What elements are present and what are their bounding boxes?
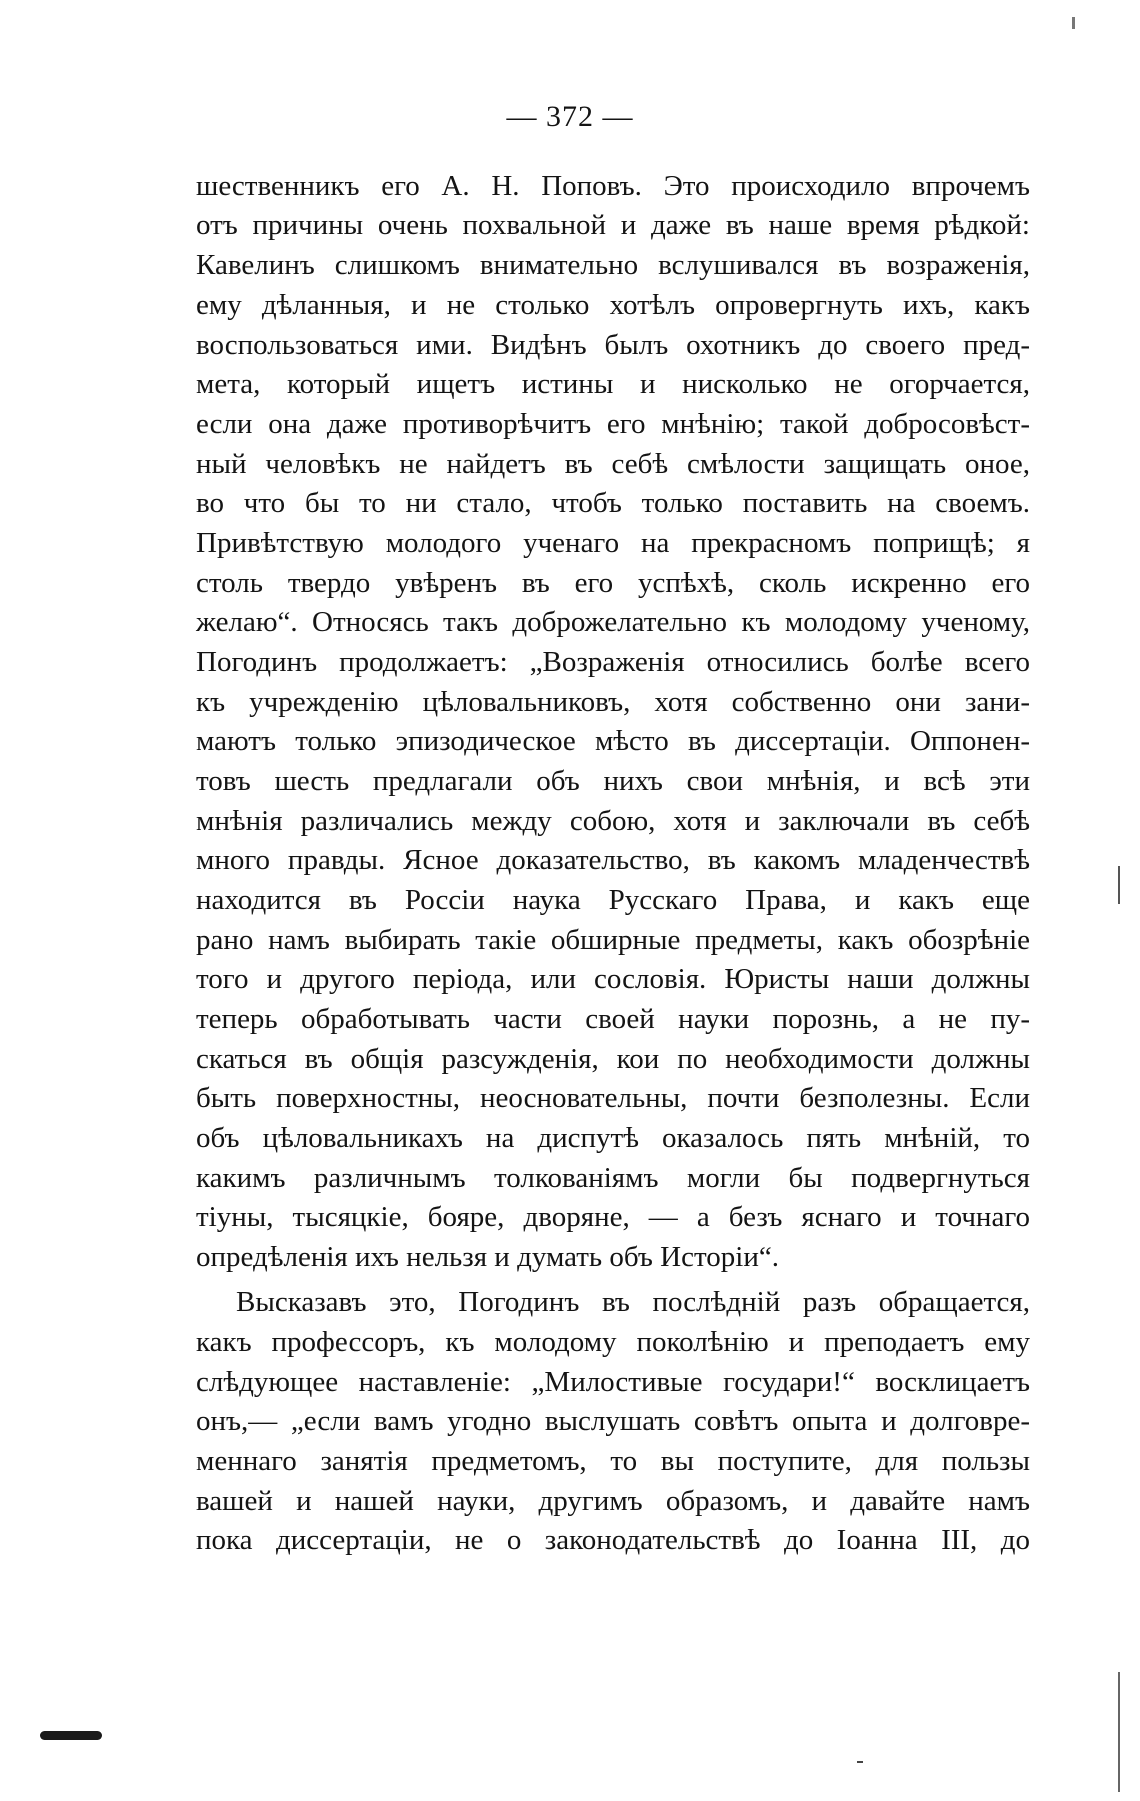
text-line: Кавелинъ слишкомъ внимательно вслушивался въ возраженія, (196, 249, 1030, 281)
text-line: какимъ различнымъ толкованіямъ могли бы подвергнуться (196, 1162, 1030, 1194)
text-line: если она даже противорѣчитъ его мнѣнію; такой добросовѣст- (196, 408, 1030, 440)
text-line: теперь обработывать части своей науки порознь, а не пу- (196, 1003, 1030, 1035)
text-line: столь твердо увѣренъ въ его успѣхѣ, сколь искренно его (196, 567, 1030, 599)
scan-artifact-mark (40, 1731, 102, 1740)
scan-artifact-mark (1118, 1672, 1120, 1792)
text-line: мета, который ищетъ истины и нисколько не огорчается, (196, 368, 1030, 400)
text-line: меннаго занятія предметомъ, то вы поступите, для пользы (196, 1445, 1030, 1477)
text-line: рано намъ выбирать такіе обширные предметы, какъ обозрѣніе (196, 924, 1030, 956)
text-line: быть поверхностны, неосновательны, почти безполезны. Если (196, 1082, 1030, 1114)
text-line: находится въ Россіи наука Русскаго Права, и какъ еще (196, 884, 1030, 916)
text-line: товъ шесть предлагали объ нихъ свои мнѣнія, и всѣ эти (196, 765, 1030, 797)
text-line: Погодинъ продолжаетъ: „Возраженія относились болѣе всего (196, 646, 1030, 678)
text-line: объ цѣловальникахъ на диспутѣ оказалось пять мнѣній, то (196, 1122, 1030, 1154)
text-line: того и другого періода, или сословія. Юристы наши должны (196, 963, 1030, 995)
text-line: пока диссертаціи, не о законодательствѣ до Іоанна III, до (196, 1524, 1030, 1556)
text-line: къ учрежденію цѣловальниковъ, хотя собственно они зани- (196, 686, 1030, 718)
text-line: Привѣтствую молодого ученаго на прекрасномъ поприщѣ; я (196, 527, 1030, 559)
text-line: онъ,— „если вамъ угодно выслушать совѣтъ опыта и долговре- (196, 1405, 1030, 1437)
text-line: какъ профессоръ, къ молодому поколѣнію и преподаетъ ему (196, 1326, 1030, 1358)
text-line: Высказавъ это, Погодинъ въ послѣдній разъ обращается, (236, 1286, 1030, 1318)
text-line: скаться въ общія разсужденія, кои по необходимости должны (196, 1043, 1030, 1075)
text-line: маютъ только эпизодическое мѣсто въ диссертаціи. Оппонен- (196, 725, 1030, 757)
text-line: тіуны, тысяцкіе, бояре, дворяне, — а безъ яснаго и точнаго (196, 1201, 1030, 1233)
text-line: шественникъ его А. Н. Поповъ. Это происходило впрочемъ (196, 170, 1030, 202)
text-line: отъ причины очень похвальной и даже въ наше время рѣдкой: (196, 209, 1030, 241)
text-line: мнѣнія различались между собою, хотя и заключали въ себѣ (196, 805, 1030, 837)
text-line: опредѣленія ихъ нельзя и думать объ Исторіи“. (196, 1241, 779, 1273)
text-line: желаю“. Относясь такъ доброжелательно къ молодому ученому, (196, 606, 1030, 638)
scan-artifact-mark (1118, 866, 1120, 904)
scan-artifact-mark (1072, 17, 1075, 29)
text-line: ный человѣкъ не найдетъ въ себѣ смѣлости защищать оное, (196, 448, 1030, 480)
text-line: ему дѣланныя, и не столько хотѣлъ опровергнуть ихъ, какъ (196, 289, 1030, 321)
text-line: слѣдующее наставленіе: „Милостивые государи!“ восклицаетъ (196, 1366, 1030, 1398)
text-line: воспользоваться ими. Видѣнъ былъ охотникъ до своего пред- (196, 329, 1030, 361)
scan-artifact-mark (857, 1761, 863, 1763)
text-line: во что бы то ни стало, чтобъ только поставить на своемъ. (196, 487, 1030, 519)
text-line: много правды. Ясное доказательство, въ какомъ младенчествѣ (196, 844, 1030, 876)
text-line: вашей и нашей науки, другимъ образомъ, и давайте намъ (196, 1485, 1030, 1517)
page-number: — 372 — (506, 100, 634, 133)
